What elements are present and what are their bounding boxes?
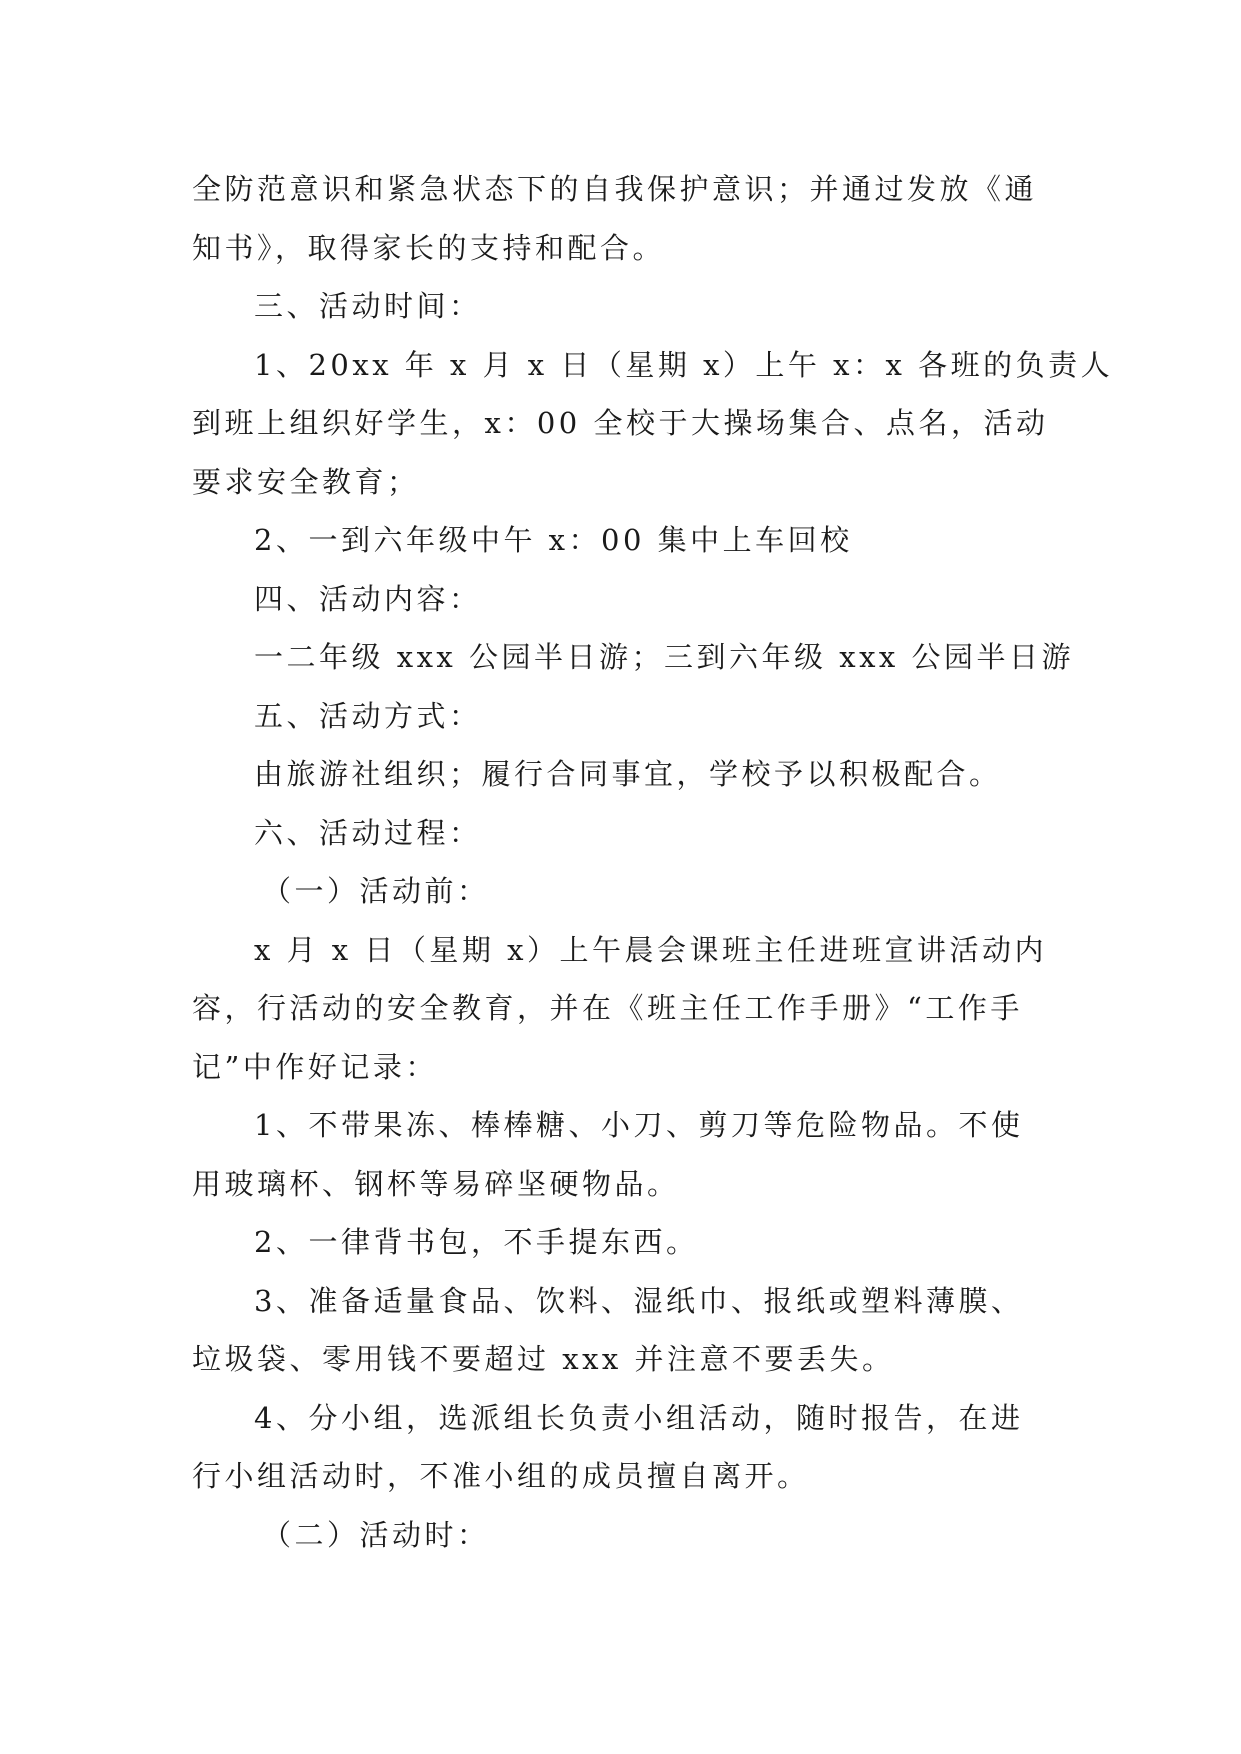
text-line: 全防范意识和紧急状态下的自我保护意识；并通过发放《通 (192, 172, 1038, 206)
text-line: 容，行活动的安全教育，并在《班主任工作手册》“工作手 (192, 991, 1023, 1025)
text-line: 由旅游社组织；履行合同事宜，学校予以积极配合。 (254, 757, 1002, 791)
text-line: 3、准备适量食品、饮料、湿纸巾、报纸或塑料薄膜、 (254, 1283, 1024, 1318)
text-line: 要求安全教育； (192, 464, 420, 499)
section-heading-time: 三、活动时间： (254, 289, 482, 323)
text-line: 用玻璃杯、钢杯等易碎坚硬物品。 (192, 1166, 680, 1201)
text-line: 1、不带果冻、棒棒糖、小刀、剪刀等危险物品。不使 (254, 1108, 1024, 1142)
text-line: 到班上组织好学生，x：00 全校于大操场集合、点名，活动 (192, 406, 1049, 440)
subsection-heading-during: （二）活动时： (262, 1517, 490, 1552)
text-line: 一二年级 xxx 公园半日游；三到六年级 xxx 公园半日游 (254, 640, 1075, 674)
text-line: 垃圾袋、零用钱不要超过 xxx 并注意不要丢失。 (192, 1342, 895, 1376)
text-line: 1、20xx 年 x 月 x 日（星期 x）上午 x：x 各班的负责人 (254, 347, 1114, 382)
document-body (192, 160, 1114, 1564)
section-heading-content: 四、活动内容： (254, 581, 482, 616)
text-line: 2、一到六年级中午 x：00 集中上车回校 (254, 523, 853, 557)
subsection-heading-before: （一）活动前： (262, 874, 490, 908)
text-line: 行小组活动时，不准小组的成员擅自离开。 (192, 1459, 810, 1493)
text-line: 记”中作好记录： (192, 1049, 438, 1084)
section-heading-process: 六、活动过程： (254, 815, 482, 850)
text-line: 4、分小组，选派组长负责小组活动，随时报告，在进 (254, 1400, 1024, 1435)
section-heading-method: 五、活动方式： (254, 698, 482, 733)
text-line: x 月 x 日（星期 x）上午晨会课班主任进班宣讲活动内 (254, 932, 1047, 967)
text-line: 知书》，取得家长的支持和配合。 (192, 230, 666, 265)
text-line: 2、一律背书包，不手提东西。 (254, 1225, 699, 1259)
